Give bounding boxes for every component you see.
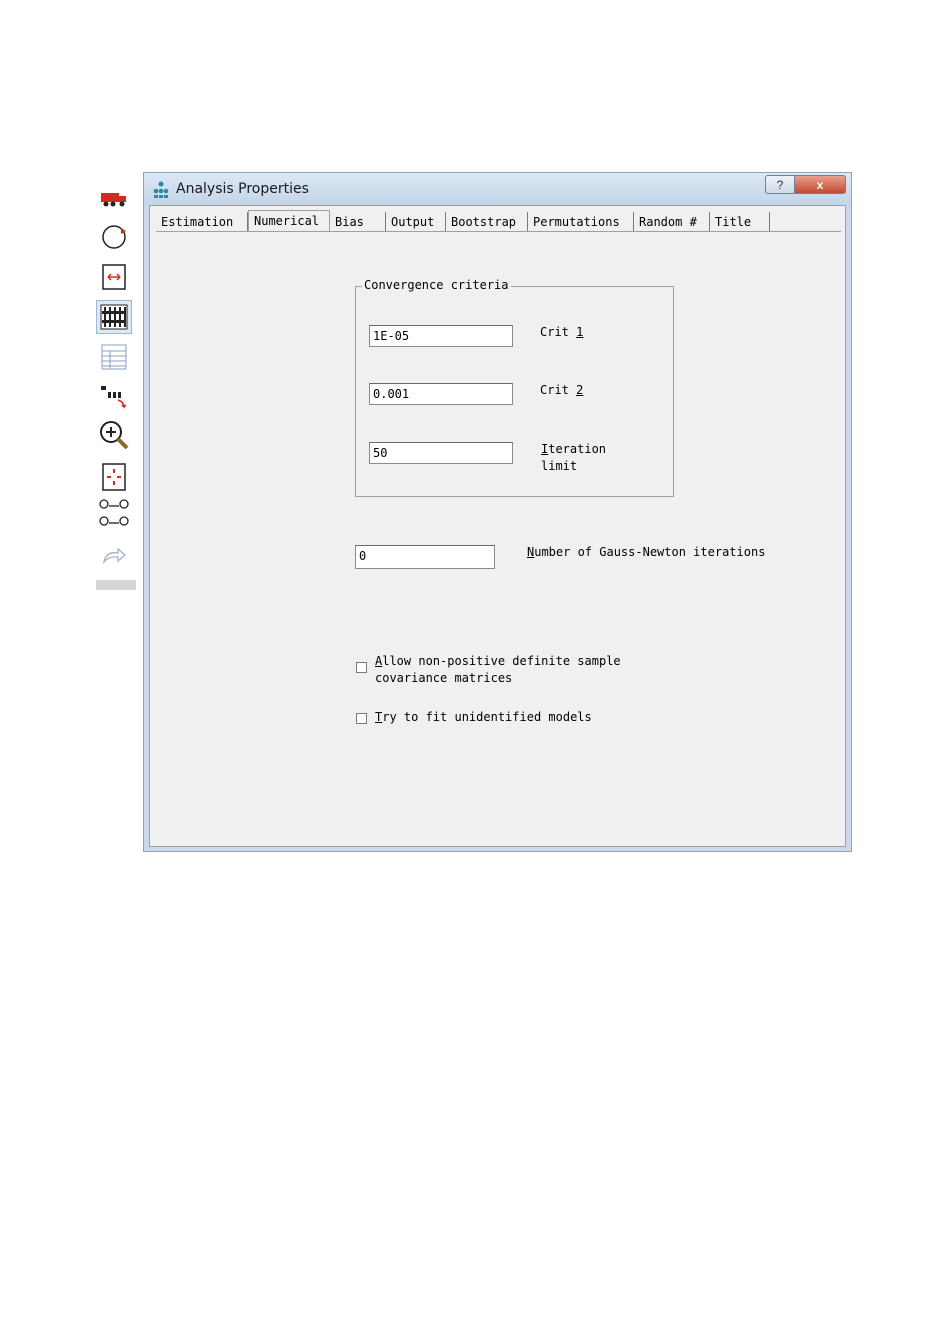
crit1-label — [540, 325, 583, 339]
unidentified-label-text: ry to fit unidentified models — [382, 710, 592, 724]
tab-numerical[interactable]: Numerical — [248, 210, 330, 232]
allow-npd-label-text: llow non-positive definite sample — [382, 654, 621, 668]
iteration-label-line2: limit — [541, 459, 578, 473]
crit1-input[interactable]: 1E-05 — [369, 325, 513, 347]
convergence-criteria-group — [355, 278, 674, 497]
iteration-limit-label — [541, 441, 606, 475]
tab-estimation[interactable]: Estimation — [156, 212, 248, 232]
dialog-titlebar — [144, 173, 851, 205]
resize-icon[interactable] — [96, 260, 132, 294]
allow-npd-label[interactable] — [375, 653, 621, 687]
groups-icon[interactable] — [96, 498, 132, 532]
tab-output[interactable]: Output — [386, 212, 446, 232]
tab-random[interactable]: Random # — [634, 212, 710, 232]
redo-icon[interactable] — [96, 540, 132, 574]
rotate-icon[interactable] — [96, 220, 132, 254]
dialog-client-area — [149, 205, 846, 847]
crit2-input[interactable]: 0.001 — [369, 383, 513, 405]
crit1-label-text: Crit — [540, 325, 577, 339]
move-parameters-icon[interactable] — [96, 378, 132, 412]
allow-npd-label-key: A — [375, 654, 383, 668]
abacus-icon[interactable] — [96, 300, 132, 334]
unidentified-models-label[interactable] — [375, 710, 592, 724]
dialog-title: Analysis Properties — [176, 181, 309, 197]
iteration-label-key: I — [541, 442, 549, 456]
table-icon[interactable] — [96, 340, 132, 374]
tab-title[interactable]: Title — [710, 212, 770, 232]
gauss-newton-label — [527, 545, 765, 559]
unidentified-models-checkbox[interactable] — [356, 713, 367, 724]
zoom-in-icon[interactable] — [96, 418, 132, 452]
tab-divider — [156, 231, 841, 232]
allow-npd-checkbox[interactable] — [356, 662, 367, 673]
gauss-newton-input[interactable]: 0 — [355, 545, 495, 569]
iteration-limit-input[interactable]: 50 — [369, 442, 513, 464]
crit1-label-key: 1 — [576, 325, 584, 339]
crit2-label-key: 2 — [576, 383, 584, 397]
gauss-newton-label-key: N — [527, 545, 535, 559]
app-icon — [152, 181, 170, 204]
tab-bootstrap[interactable]: Bootstrap — [446, 212, 528, 232]
tool-palette-scroll — [96, 580, 136, 590]
analysis-properties-dialog — [143, 172, 852, 852]
close-button[interactable]: x — [794, 175, 846, 194]
crit2-label — [540, 383, 583, 397]
unidentified-label-key: T — [375, 710, 383, 724]
tool-palette — [96, 172, 136, 590]
convergence-criteria-title: Convergence criteria — [364, 278, 509, 292]
tab-bias[interactable]: Bias — [330, 212, 386, 232]
tab-permutations[interactable]: Permutations — [528, 212, 634, 232]
gauss-newton-label-text: umber of Gauss-Newton iterations — [534, 545, 766, 559]
help-button[interactable]: ? — [765, 175, 795, 194]
fit-page-icon[interactable] — [96, 460, 132, 494]
truck-icon[interactable] — [96, 182, 132, 216]
allow-npd-label-line2: covariance matrices — [375, 671, 513, 685]
tab-bar — [156, 210, 770, 232]
iteration-label-text: teration — [548, 442, 607, 456]
crit2-label-text: Crit — [540, 383, 577, 397]
